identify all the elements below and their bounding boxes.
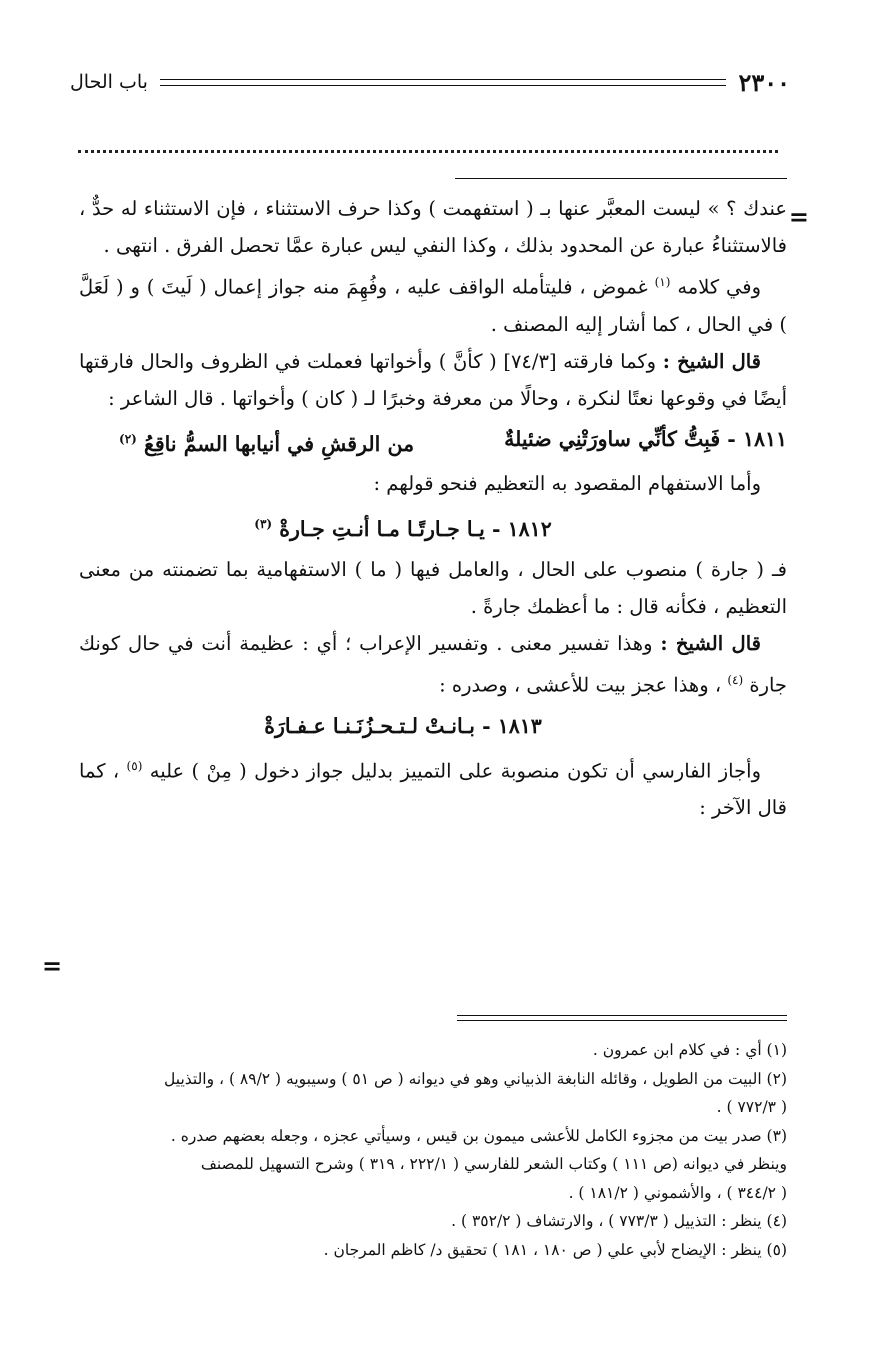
section-rule <box>455 178 787 179</box>
paragraph <box>79 264 787 343</box>
verse-hemistich: ١٨١١ - فَبِتُّ كأنِّي ساورَتْنِي ضئيلةٌ <box>504 426 787 451</box>
paragraph-text: غموض ، فليتأمله الواقف عليه ، وفُهِمَ منه جواز إعمال ( لَيتَ ) و ( لَعَلَّ ) في الحال ، كما أشار إليه المصنف . <box>79 275 787 336</box>
footnote-1: (١) أي : في كلام ابن عمرون . <box>592 1041 787 1059</box>
footnote-ref: (٢) <box>119 431 137 446</box>
paragraph-text: وأجاز الفارسي أن تكون منصوبة على التمييز بدليل جواز دخول ( مِنْ ) عليه <box>149 759 762 783</box>
footnote-ref: (٣) <box>254 517 273 532</box>
paragraph <box>79 465 787 502</box>
speaker-label: قال الشيخ : <box>662 349 762 373</box>
footnote-separator <box>457 1015 787 1021</box>
paragraph-text: وفي كلامه <box>677 275 762 299</box>
verse-1811 <box>79 419 787 464</box>
paragraph-text: عندك ؟ » ليست المعبَّر عنها بـ ( استفهمت ) وكذا حرف الاستثناء ، فإن الاستثناء له حدٌّ ، فالاستثناءُ عبارة عن المحدود بذلك ، وكذا النفي ليس عبارة عمَّا تحصل الفرق . انتهى . <box>79 197 787 257</box>
footnote-5: (٥) ينظر : الإيضاح لأبي علي ( ص ١٨٠ ، ١٨١ ) تحقيق د/ كاظم المرجان . <box>323 1240 787 1259</box>
footnote-3 <box>71 1122 787 1208</box>
paragraph-text: وهذا تفسير معنى . وتفسير الإعراب ؛ أي : عظيمة أنت في حال كونك جارة <box>79 632 787 697</box>
paragraph-text: ، كما قال الآخر : <box>79 759 787 820</box>
footnote-text: ( ٣٤٤/٢ ) ، والأشموني ( ١٨١/٢ ) . <box>568 1183 787 1202</box>
header-rule <box>160 79 727 86</box>
footnote-text: ( ٧٧٢/٣ ) . <box>716 1098 787 1116</box>
paragraph <box>79 190 787 264</box>
paragraph-text: وأما الاستفهام المقصود به التعظيم فنحو قولهم : <box>373 472 761 496</box>
main-text <box>79 190 787 826</box>
paragraph-text: فـ ( جارة ) منصوب على الحال ، والعامل فيها ( ما ) الاستفهامية بما تضمنته من معنى التعظيم ، فكأنه قال : ما أعظمك جارةً . <box>79 558 787 619</box>
paragraph-text: وكما فارقته [٧٤/٣] ( كأنَّ ) وأخواتها فعملت في الظروف والحال فارقتها أيضًا في وقوعها نعتًا لنكرة ، وحالًا من معرفة وخبرًا لـ ( كان ) وأخواتها . قال الشاعر : <box>79 349 787 410</box>
verse-text: ١٨١٣ - بـانـتْ لـتـحـزُنَـنـا عـفـارَةْ <box>264 713 542 738</box>
paragraph-text: ، وهذا عجز بيت للأعشى ، وصدره : <box>439 673 722 697</box>
speaker-label: قال الشيخ : <box>660 632 761 656</box>
margin-continuation-mark: = <box>788 202 809 231</box>
footnote-ref: (٤) <box>727 673 744 688</box>
footnotes <box>71 1036 787 1264</box>
verse-1813 <box>79 706 787 746</box>
verse-1812 <box>79 504 787 549</box>
page-number: ٢٣٠٠ <box>738 67 790 97</box>
footnote-text: (٢) البيت من الطويل ، وقائله النابغة الذبياني وهو في ديوانه ( ص ٥١ ) وسيبويه ( ٨٩/٢ ) ، والتذييل <box>164 1069 787 1088</box>
paragraph <box>79 551 787 625</box>
footnote-ref: (٥) <box>126 758 143 773</box>
dotted-separator <box>78 150 778 153</box>
verse-text: ١٨١٢ - يـا جـارتًـا مـا أنـتِ جـارةْ <box>279 517 552 542</box>
footnote-text: وينظر في ديوانه (ص ١١١ ) وكتاب الشعر للفارسي ( ٢٢٢/١ ، ٣١٩ ) وشرح التسهيل للمصنف <box>200 1155 787 1173</box>
running-header <box>70 62 790 102</box>
footnote-text: (٣) صدر بيت من مجزوء الكامل للأعشى ميمون بن قيس ، وسيأتي عجزه ، وجعله بعضهم صدره . <box>170 1126 787 1145</box>
chapter-title: باب الحال <box>70 71 148 93</box>
verse-hemistich: من الرقشِ في أنيابها السمُّ ناقِعُ <box>143 431 415 456</box>
footnote-2 <box>71 1065 787 1122</box>
paragraph <box>79 343 787 417</box>
paragraph <box>79 748 787 827</box>
paragraph <box>79 625 787 704</box>
footnote-4: (٤) ينظر : التذييل ( ٧٧٣/٣ ) ، والارتشاف ( ٣٥٢/٢ ) . <box>451 1212 787 1230</box>
footnote-ref: (١) <box>654 275 671 289</box>
margin-continuation-mark: = <box>42 951 63 980</box>
